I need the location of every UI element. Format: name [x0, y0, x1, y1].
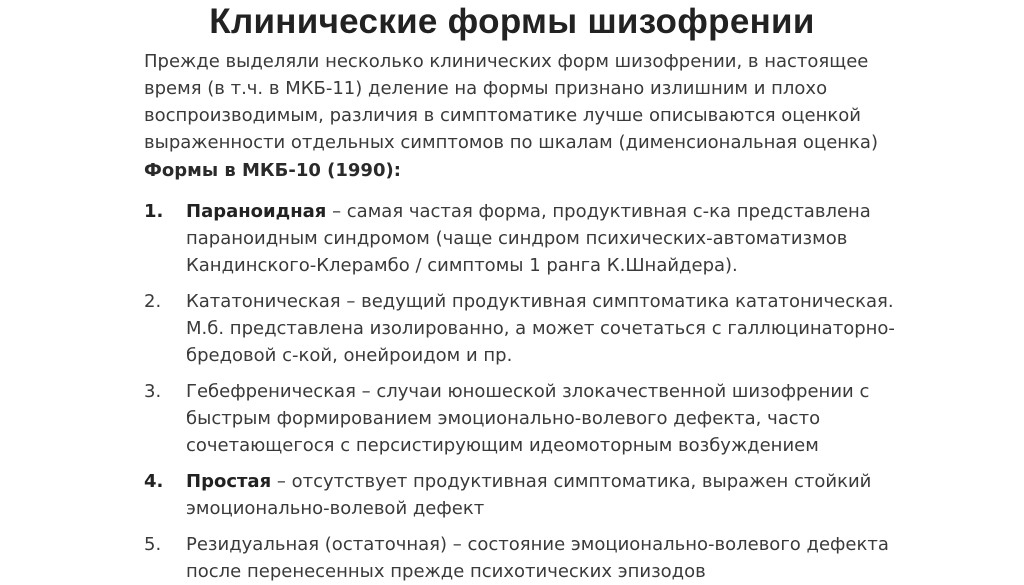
list-term: Резидуальная (остаточная) [186, 534, 448, 555]
list-term: Параноидная [186, 201, 327, 222]
list-term: Простая [186, 471, 272, 492]
page-title: Клинические формы шизофрении [209, 2, 815, 41]
list-number: 2. [144, 291, 162, 312]
intro-paragraph: Прежде выделяли несколько клинических форм шизофрении, в настоящее время (в т.ч. в МКБ-11) деление на формы признано излишним и плохо воспроизводимым, различия в симптоматике лучше описываются оценкой выраженности отдельных симптомов по шкалам (дименсиональная оценка) [144, 51, 878, 153]
list-text: – случаи юношеской злокачественной шизофрении с быстрым формированием эмоционально-волевого дефекта, часто сочетающегося с персистирующим идеомоторным возбуждением [186, 381, 870, 456]
forms-heading: Формы в МКБ-10 (1990): [144, 160, 401, 181]
list-number: 3. [144, 381, 162, 402]
list-term: Кататоническая [186, 291, 341, 312]
list-text: – отсутствует продуктивная симптоматика, выражен стойкий эмоционально-волевой дефект [186, 471, 872, 519]
list-number: 4. [144, 471, 164, 492]
list-item-paranoid [144, 198, 904, 279]
list-item-residual [144, 531, 904, 585]
list-number: 5. [144, 534, 162, 555]
list-item-simple [144, 468, 904, 522]
list-text: – состояние эмоционально-волевого дефекта после перенесенных прежде психотических эпизодов [186, 534, 889, 582]
list-text: – ведущий продуктивная симптоматика кататоническая. М.б. представлена изолированно, а может сочетаться с галлюцинаторно-бредовой с-кой, онейроидом и пр. [186, 291, 895, 366]
list-item-catatonic [144, 288, 904, 369]
list-text: – самая частая форма, продуктивная с-ка представлена параноидным синдромом (чаще синдром психических-автоматизмов Кандинского-Клерамбо / симптомы 1 ранга К.Шнайдера). [186, 201, 871, 276]
list-number: 1. [144, 201, 164, 222]
list-term: Гебефреническая [186, 381, 356, 402]
forms-list [144, 198, 904, 585]
list-item-hebephrenic [144, 378, 904, 459]
